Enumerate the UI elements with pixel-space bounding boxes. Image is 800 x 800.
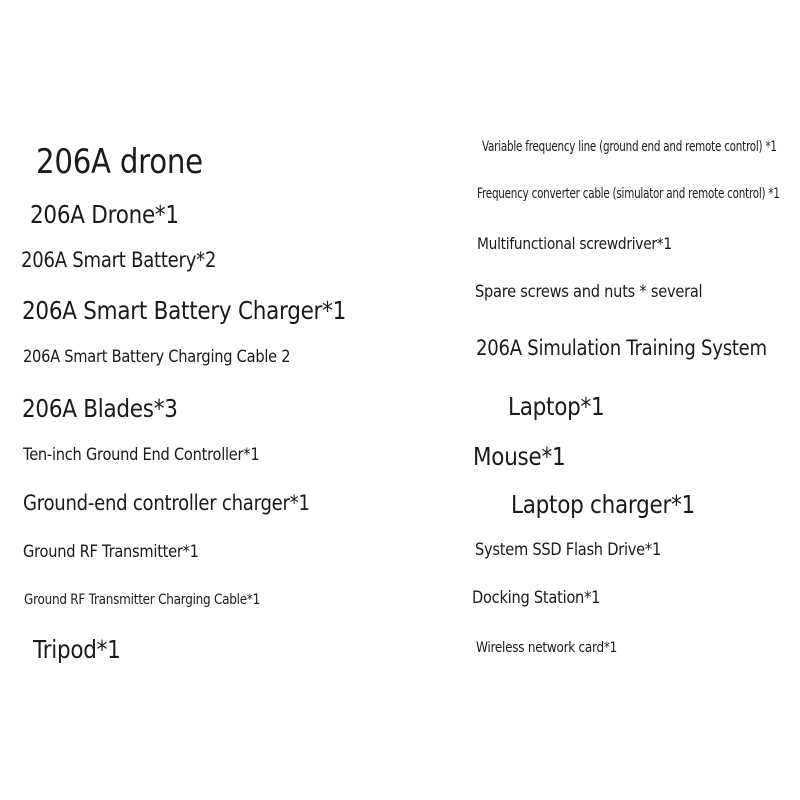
list-item-battery-charger: 206A Smart Battery Charger*1	[22, 296, 347, 325]
list-item-smart-battery: 206A Smart Battery*2	[21, 248, 217, 272]
list-item-drone: 206A Drone*1	[30, 200, 179, 229]
list-item-laptop-charger: Laptop charger*1	[511, 490, 695, 519]
list-item-mouse: Mouse*1	[473, 442, 566, 471]
heading-206a-drone: 206A drone	[36, 142, 203, 182]
list-item-laptop: Laptop*1	[508, 392, 605, 421]
list-item-blades: 206A Blades*3	[22, 394, 178, 423]
list-item-tripod: Tripod*1	[33, 635, 121, 664]
list-item-rf-transmitter: Ground RF Transmitter*1	[23, 542, 199, 562]
list-item-screwdriver: Multifunctional screwdriver*1	[477, 234, 672, 253]
list-item-rf-transmitter-cable: Ground RF Transmitter Charging Cable*1	[24, 592, 261, 608]
list-item-controller-charger: Ground-end controller charger*1	[23, 491, 310, 515]
list-item-battery-charging-cable: 206A Smart Battery Charging Cable 2	[23, 347, 291, 367]
list-item-spare-screws: Spare screws and nuts * several	[475, 282, 703, 302]
list-item-ssd-flash-drive: System SSD Flash Drive*1	[475, 540, 661, 560]
list-item-simulation-system: 206A Simulation Training System	[476, 336, 767, 360]
list-item-frequency-converter-cable: Frequency converter cable (simulator and remote control) *1	[477, 186, 780, 202]
list-item-ground-end-controller: Ten-inch Ground End Controller*1	[23, 445, 260, 465]
list-item-wireless-network-card: Wireless network card*1	[476, 640, 618, 656]
list-item-docking-station: Docking Station*1	[472, 588, 601, 608]
list-item-variable-frequency-line: Variable frequency line (ground end and remote control) *1	[482, 139, 777, 155]
